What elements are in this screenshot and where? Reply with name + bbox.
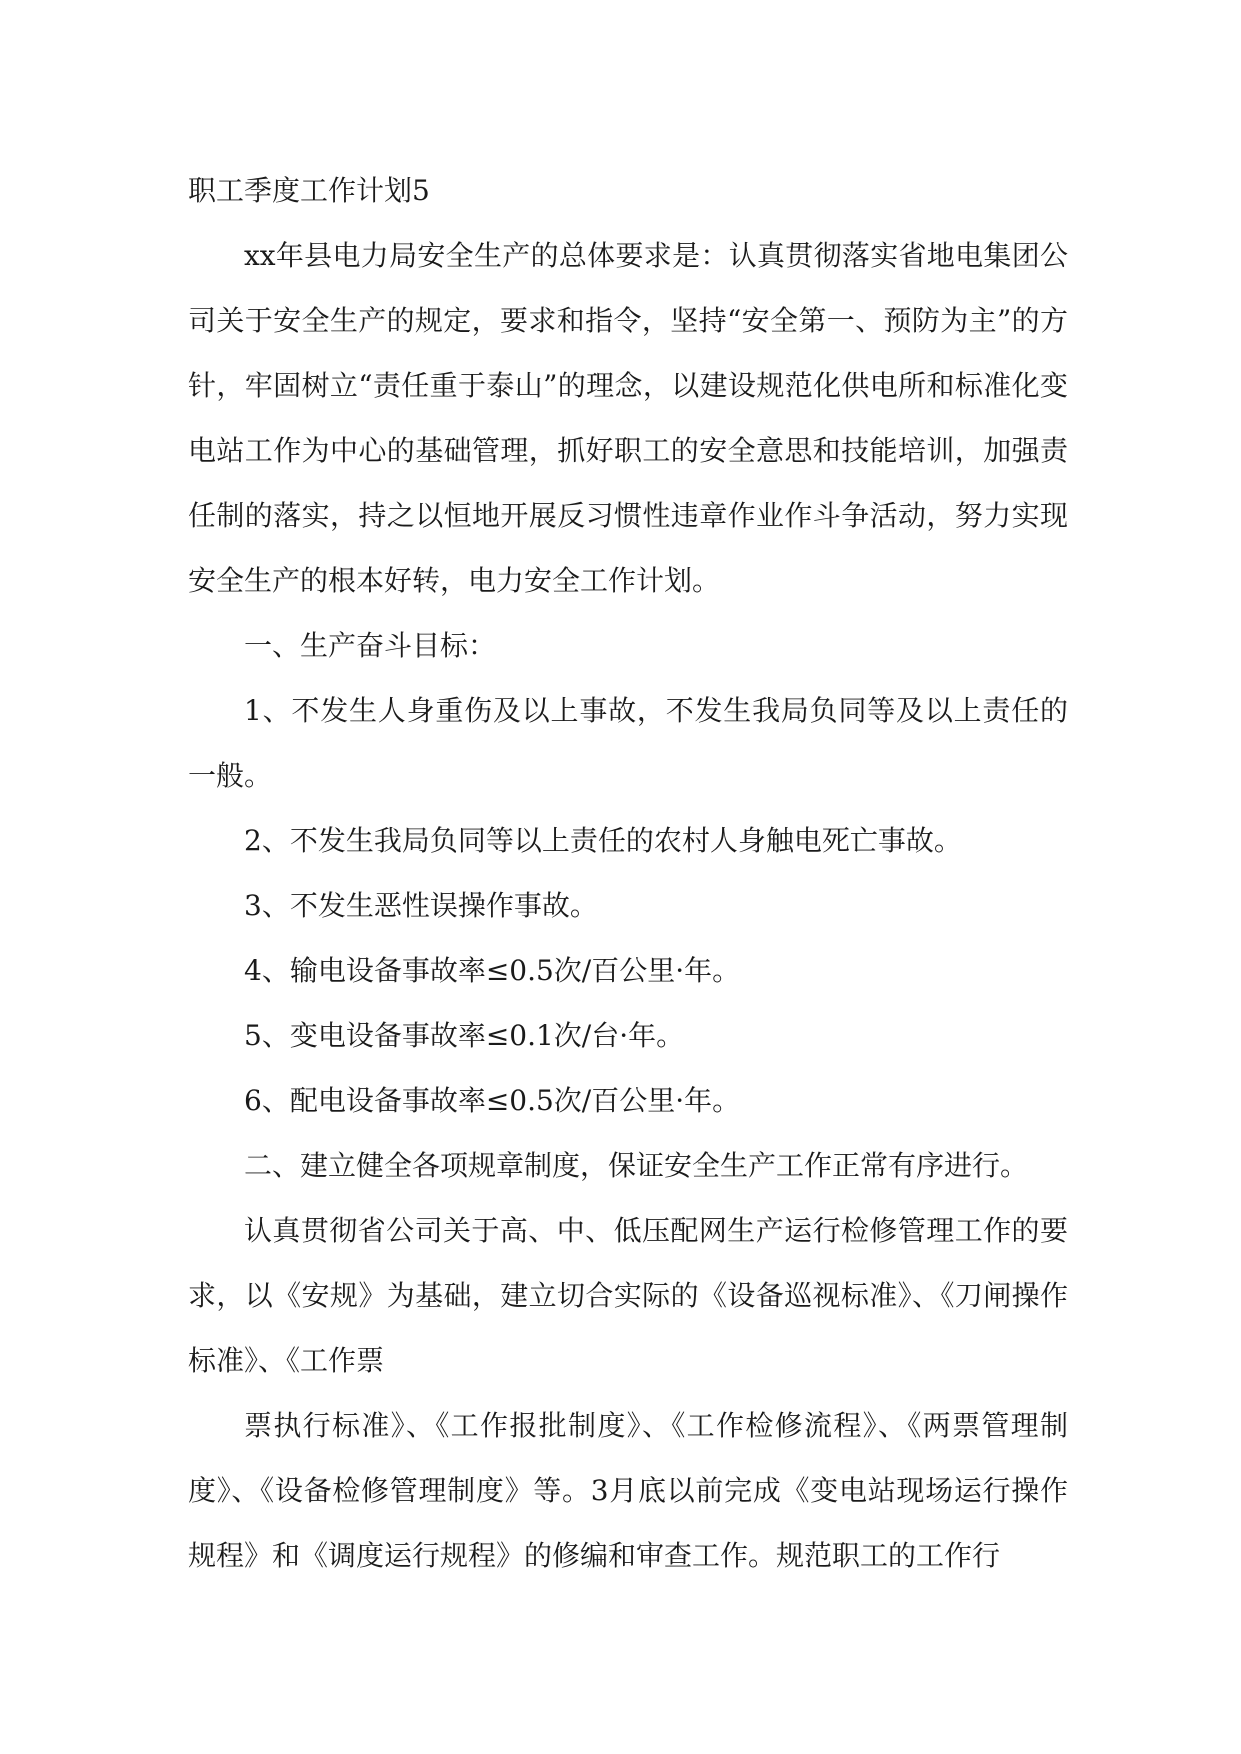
- section-heading-goals: 一、生产奋斗目标：: [244, 629, 497, 662]
- goal-item-3: 3、不发生恶性误操作事故。: [244, 889, 598, 922]
- goal-item-6: 6、配电设备事故率≤0.5次/百公里·年。: [244, 1084, 741, 1117]
- paragraph-rules-requirements: 认真贯彻省公司关于高、中、低压配网生产运行检修管理工作的要求，以《安规》为基础，建立切合实际的《设备巡视标准》、《刀闸操作标准》、《工作票: [188, 1214, 1068, 1377]
- paragraph-general-requirements: xx年县电力局安全生产的总体要求是：认真贯彻落实省地电集团公司关于安全生产的规定，要求和指令，坚持“安全第一、预防为主”的方针，牢固树立“责任重于泰山”的理念，以建设规范化供电所和标准化变电站工作为中心的基础管理，抓好职工的安全意思和技能培训，加强责任制的落实，持之以恒地开展反习惯性违章作业作斗争活动，努力实现安全生产的根本好转，电力安全工作计划。: [188, 239, 1068, 597]
- document-title: 职工季度工作计划5: [188, 174, 430, 207]
- goal-item-5: 5、变电设备事故率≤0.1次/台·年。: [244, 1019, 685, 1052]
- goal-item-1: 1、不发生人身重伤及以上事故，不发生我局负同等及以上责任的一般。: [188, 694, 1068, 792]
- paragraph-rules-standards: 票执行标准》、《工作报批制度》、《工作检修流程》、《两票管理制度》、《设备检修管理制度》等。3月底以前完成《变电站现场运行操作规程》和《调度运行规程》的修编和审查工作。规范职工的工作行: [188, 1409, 1068, 1572]
- document-body: [188, 158, 1068, 1588]
- goal-item-2: 2、不发生我局负同等以上责任的农村人身触电死亡事故。: [244, 824, 962, 857]
- section-heading-rules: 二、建立健全各项规章制度，保证安全生产工作正常有序进行。: [244, 1149, 1029, 1182]
- goal-item-4: 4、输电设备事故率≤0.5次/百公里·年。: [244, 954, 741, 987]
